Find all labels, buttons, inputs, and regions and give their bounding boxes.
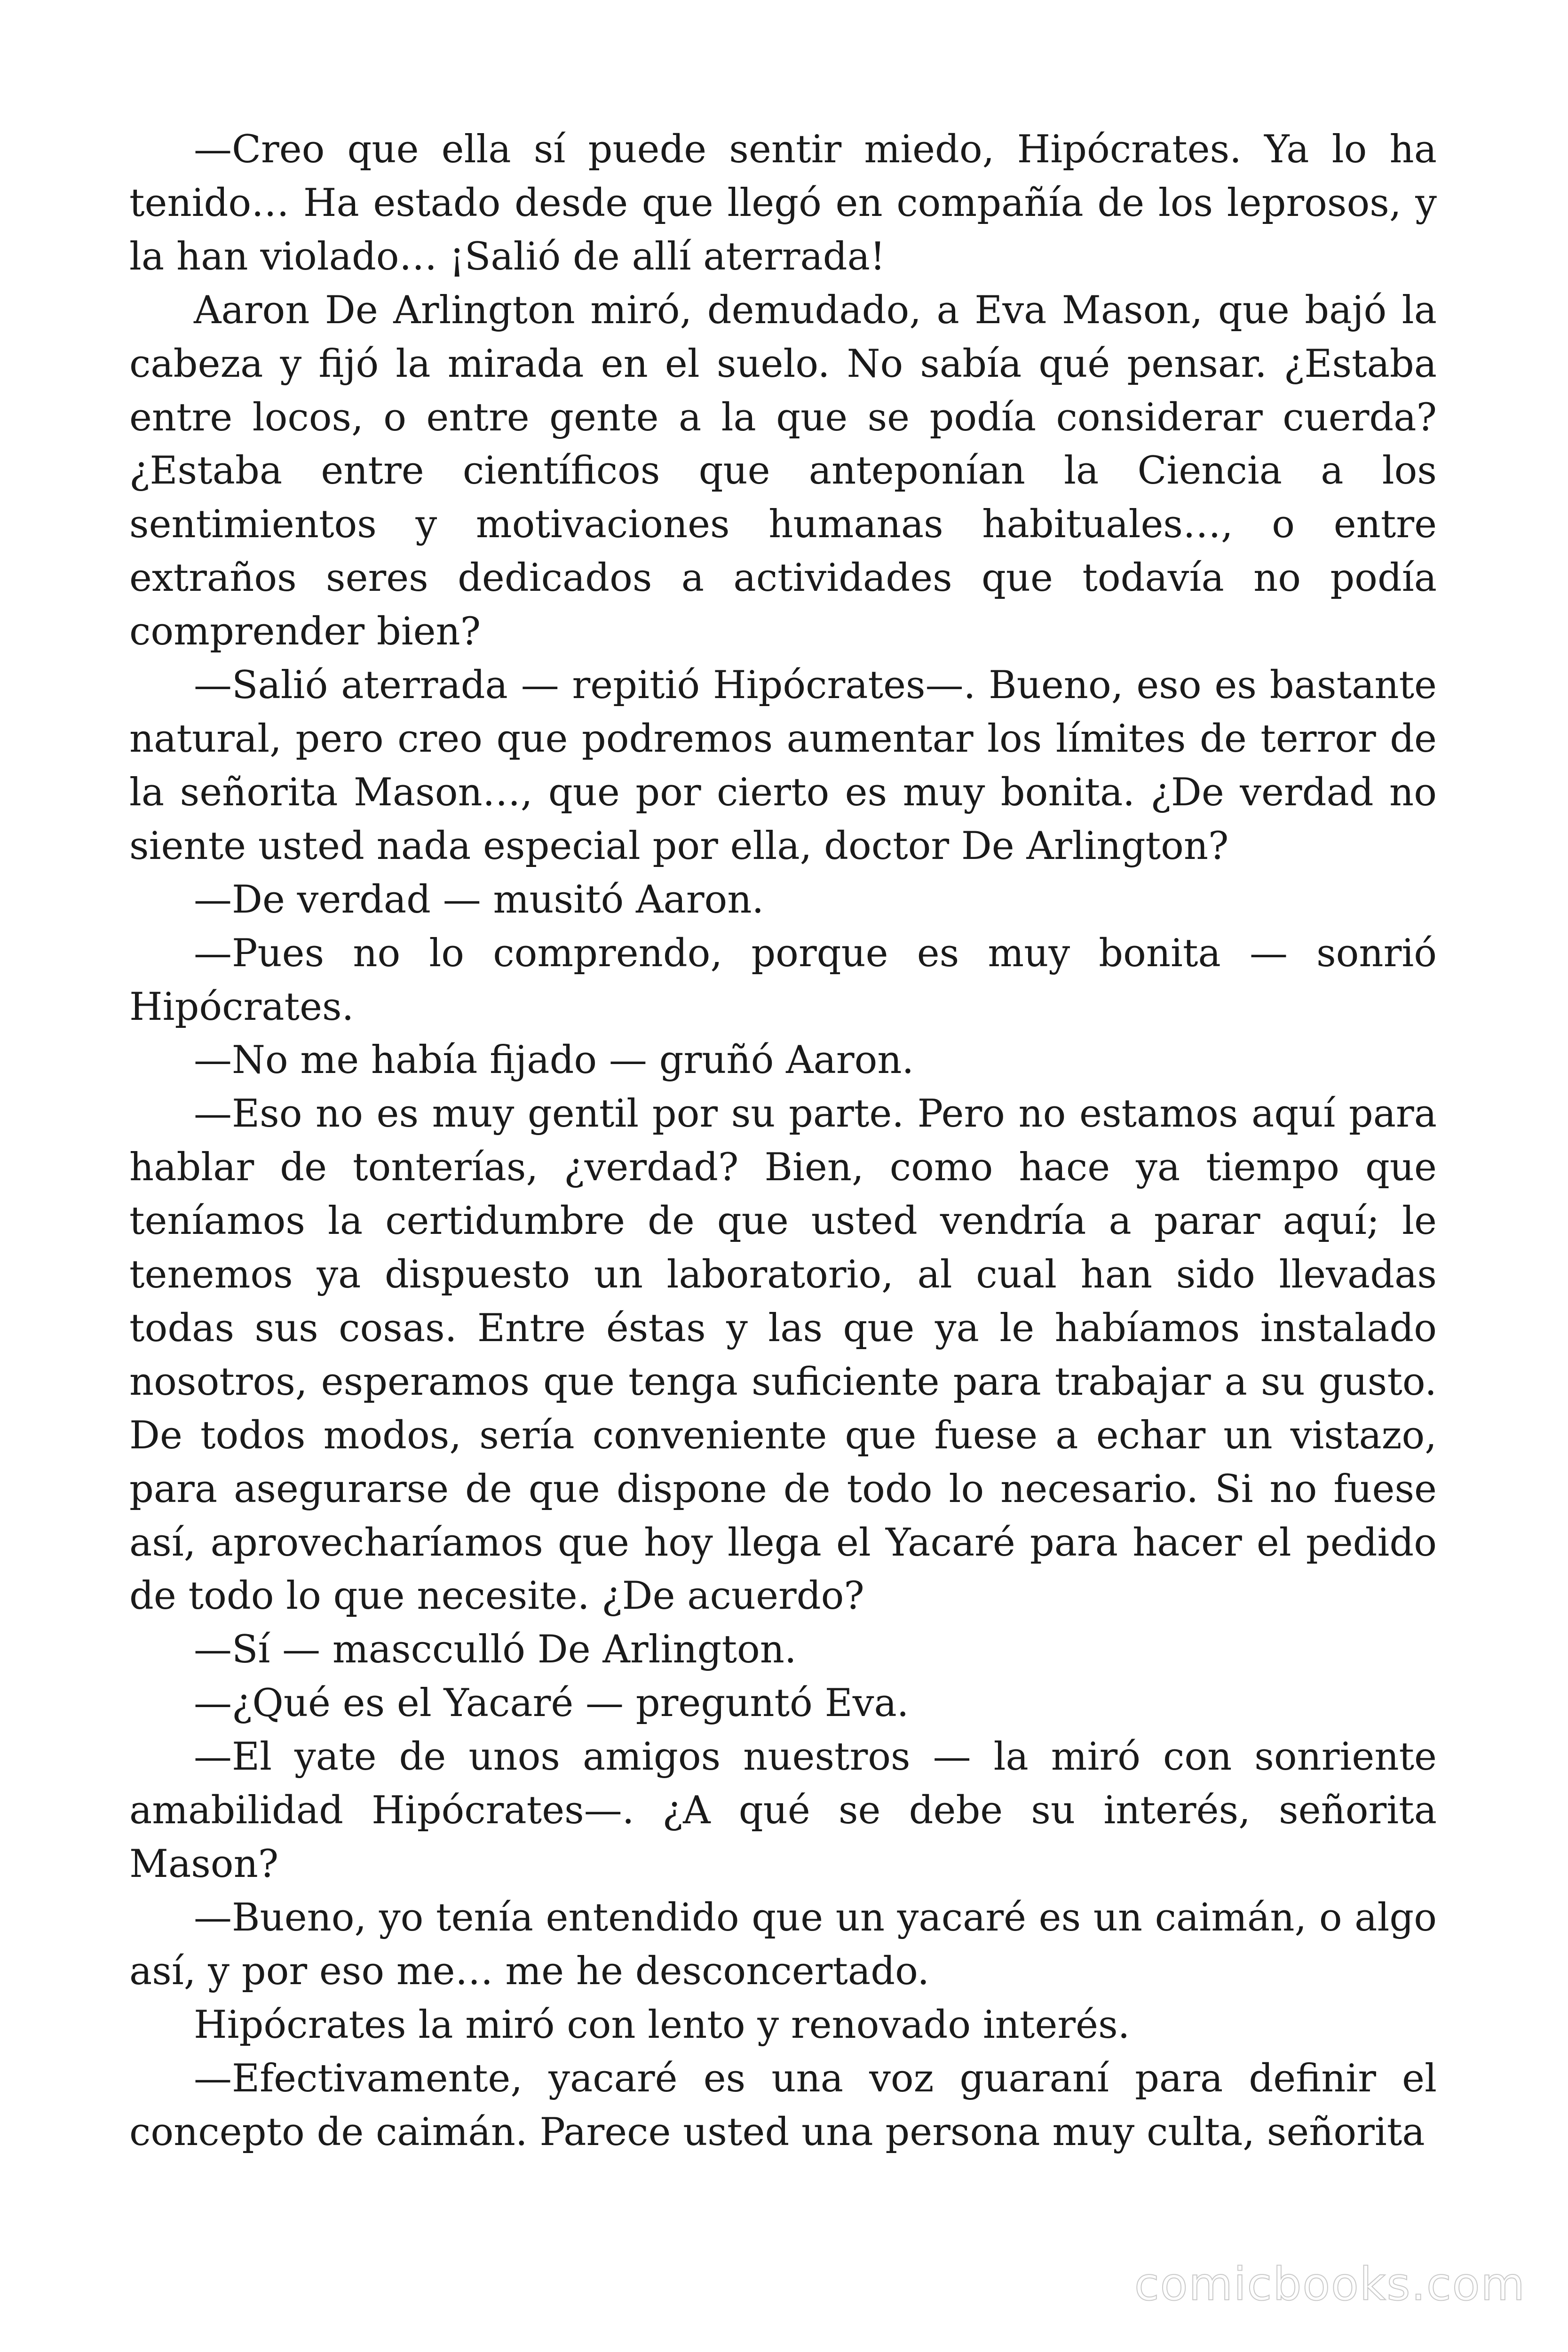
paragraph: —Creo que ella sí puede sentir miedo, Hipócrates. Ya lo ha tenido… Ha estado desde que llegó en compañía de los leprosos, y la han violado… ¡Salió de allí aterrada! (129, 127, 1437, 279)
paragraph: Aaron De Arlington miró, demudado, a Eva Mason, que bajó la cabeza y fijó la mirada en el suelo. No sabía qué pensar. ¿Estaba entre locos, o entre gente a la que se podía considerar cuerda? ¿Estaba entre científicos que anteponían la Ciencia a los sentimientos y motivaciones humanas habituales…, o entre extraños seres dedicados a actividades que todavía no podía comprender bien? (129, 288, 1437, 654)
paragraph: —Efectivamente, yacaré es una voz guaraní para definir el concepto de caimán. Parece usted una persona muy culta, señorita (129, 2056, 1437, 2154)
paragraph: —Eso no es muy gentil por su parte. Pero no estamos aquí para hablar de tonterías, ¿verdad? Bien, como hace ya tiempo que teníamos la certidumbre de que usted vendría a parar aquí; le tenemos ya dispuesto un laboratorio, al cual han sido llevadas todas sus cosas. Entre éstas y las que ya le habíamos instalado nosotros, esperamos que tenga suficiente para trabajar a su gusto. De todos modos, sería conveniente que fuese a echar un vistazo, para asegurarse de que dispone de todo lo necesario. Si no fuese así, aprovecharíamos que hoy llega el Yacaré para hacer el pedido de todo lo que necesite. ¿De acuerdo? (129, 1092, 1437, 1619)
paragraph: Hipócrates la miró con lento y renovado interés. (194, 2002, 1130, 2047)
paragraph: —De verdad — musitó Aaron. (194, 877, 764, 922)
paragraph: —Salió aterrada — repitió Hipócrates—. Bueno, eso es bastante natural, pero creo que podremos aumentar los límites de terror de la señorita Mason…, que por cierto es muy bonita. ¿De verdad no siente usted nada especial por ella, doctor De Arlington? (129, 663, 1437, 868)
paragraph: —Bueno, yo tenía entendido que un yacaré es un caimán, o algo así, y por eso me… me he desconcertado. (129, 1895, 1437, 1994)
paragraph: —Sí — mascculló De Arlington. (194, 1628, 797, 1672)
paragraph: —El yate de unos amigos nuestros — la miró con sonriente amabilidad Hipócrates—. ¿A qué se debe su interés, señorita Mason? (129, 1735, 1437, 1886)
paragraph: —No me había fijado — gruñó Aaron. (194, 1038, 914, 1083)
paragraph: —¿Qué es el Yacaré — preguntó Eva. (194, 1681, 909, 1726)
body-text (129, 123, 1437, 2159)
watermark: comicbooks.com (1134, 2258, 1526, 2311)
paragraph: —Pues no lo comprendo, porque es muy bonita — sonrió Hipócrates. (129, 931, 1437, 1029)
